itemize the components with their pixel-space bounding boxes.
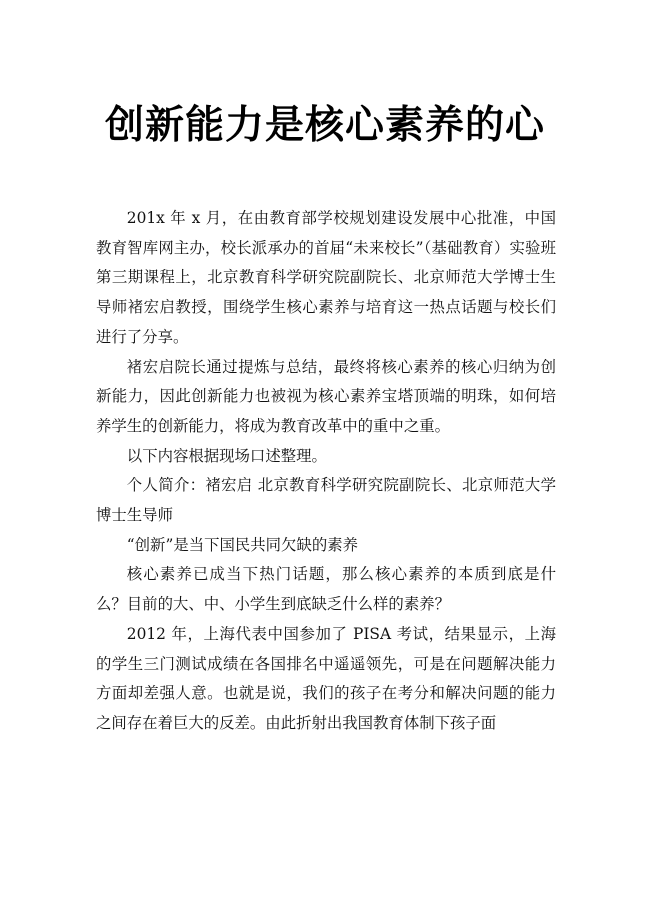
paragraph-summary: 褚宏启院长通过提炼与总结，最终将核心素养的核心归纳为创新能力，因此创新能力也被视为核心素养宝塔顶端的明珠，如何培养学生的创新能力，将成为教育改革中的重中之重。 [96,357,556,435]
document-body [96,204,556,739]
paragraph-intro: 201x 年 x 月，在由教育部学校规划建设发展中心批准，中国教育智库网主办，校长派承办的首届“未来校长”（基础教育）实验班第三期课程上，北京教育科学研究院副院长、北京师范大学博士生导师褚宏启教授，围绕学生核心素养与培育这一热点话题与校长们进行了分享。 [96,209,556,346]
section-heading: “创新”是当下国民共同欠缺的素养 [126,535,359,554]
document-title: 创新能力是核心素养的心 [104,103,545,148]
paragraph-note: 以下内容根据现场口述整理。 [126,446,327,465]
paragraph-pisa: 2012 年，上海代表中国参加了 PISA 考试，结果显示，上海的学生三门测试成绩在各国排名中遥遥领先，可是在问题解决能力方面却差强人意。也就是说，我们的孩子在考分和解决问题的能力之间存在着巨大的反差。由此折射出我国教育体制下孩子面 [96,624,556,732]
paragraph-bio: 个人简介：褚宏启 北京教育科学研究院副院长、北京师范大学博士生导师 [96,476,556,525]
paragraph-question: 核心素养已成当下热门话题，那么核心素养的本质到底是什么？目前的大、中、小学生到底缺乏什么样的素养？ [96,565,556,614]
